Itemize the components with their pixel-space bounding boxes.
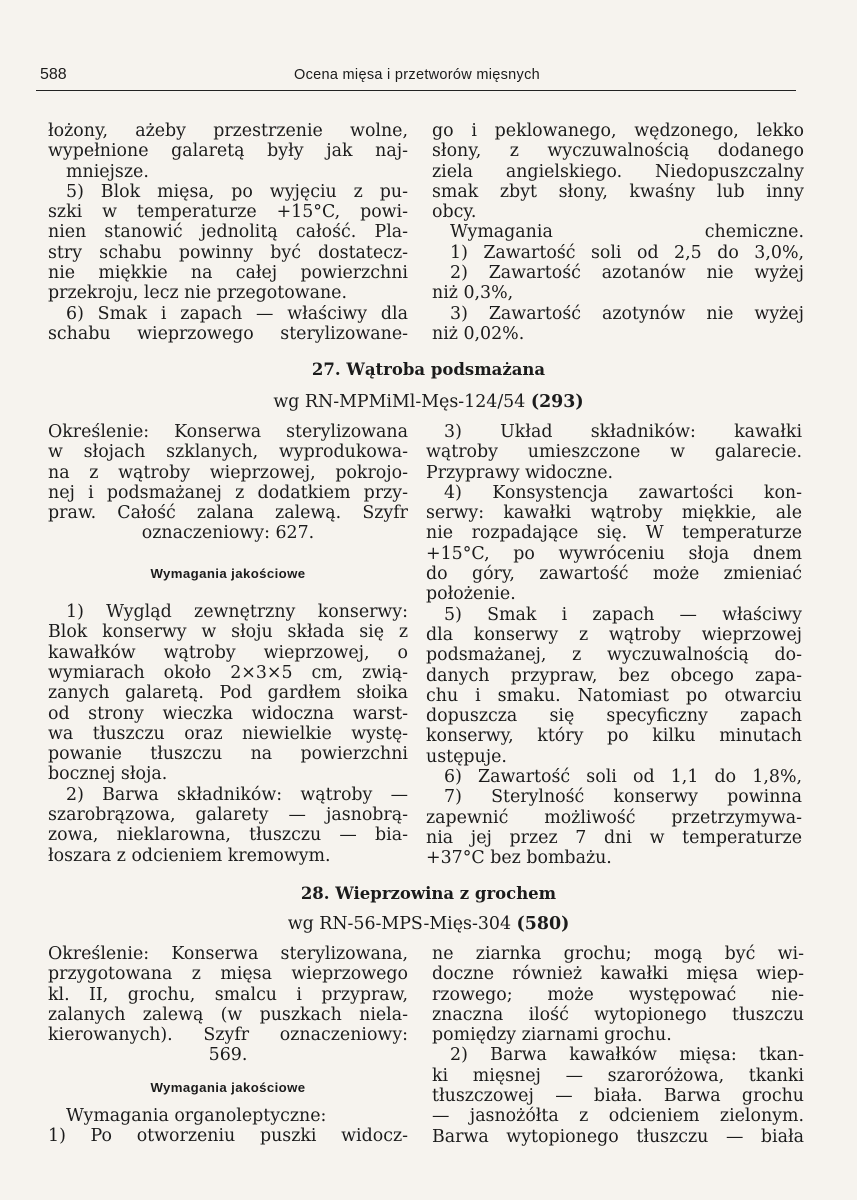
text-line: znaczna ilość wytopionego tłuszczu	[432, 1004, 804, 1025]
text-line: wa tłuszczu oraz niewielkie wystę-	[48, 723, 408, 744]
page-number: 588	[40, 66, 67, 83]
text-line: nie rozpadające się. W temperaturze	[426, 523, 802, 544]
text-line: wypełnione galaretą były jak naj-	[48, 141, 408, 162]
section-28-subhead: Wymagania jakościowe	[150, 1079, 306, 1095]
text-line: +37°C bez bombażu.	[426, 848, 612, 869]
text-line: Określenie: Konserwa sterylizowana	[48, 422, 408, 442]
text-line: 569.	[208, 1045, 248, 1066]
top-left-column	[48, 121, 408, 344]
text-line: — jasnożółta z odcieniem zielonym.	[432, 1106, 804, 1127]
text-line: 2) Zawartość azotanów nie wyżej	[450, 263, 804, 284]
text-line: stry schabu powinny być dostatecz-	[48, 242, 408, 263]
text-line: pomiędzy ziarnami grochu.	[432, 1025, 672, 1046]
text-line: 1) Po otworzeniu puszki widocz-	[48, 1126, 408, 1147]
text-line: zowa, nieklarowna, tłuszczu — bia-	[48, 825, 408, 846]
text-line: zanych galaretą. Pod gardłem słoika	[48, 683, 408, 704]
text-line: 6) Smak i zapach — właściwy dla	[66, 303, 408, 324]
text-line: w słojach szklanych, wyprodukowa-	[48, 442, 408, 463]
text-line: dopuszcza się specyficzny zapach	[426, 706, 802, 727]
text-line: od strony wieczka widoczna warst-	[48, 703, 408, 724]
section-27-norm	[0, 392, 857, 412]
text-line: przekroju, lecz nie przegotowane.	[48, 283, 347, 304]
top-right-column	[432, 121, 804, 344]
text-line: mniejsze.	[66, 161, 149, 182]
text-line: Określenie: Konserwa sterylizowana,	[48, 944, 408, 964]
text-line: serwy: kawałki wątroby miękkie, ale	[426, 503, 802, 524]
text-line: smak zbyt słony, kwaśny lub inny	[432, 181, 804, 202]
text-line: zalanych zalewą (w puszkach niela-	[48, 1004, 408, 1025]
section-27-norm-text: wg RN-MPMiMl-Męs-124/54	[273, 392, 526, 412]
text-line: na z wątroby wieprzowej, pokrojo-	[48, 462, 408, 483]
text-line: 5) Smak i zapach — właściwy	[444, 604, 802, 625]
running-title: Ocena mięsa i przetworów mięsnych	[294, 67, 541, 83]
section-28-left-column	[48, 944, 408, 1147]
text-line: wątroby umieszczone w galarecie.	[426, 442, 802, 463]
text-line: 3) Zawartość azotynów nie wyżej	[450, 303, 804, 324]
section-27-subhead: Wymagania jakościowe	[150, 565, 306, 581]
text-line: ziela angielskiego. Niedopuszczalny	[432, 161, 804, 182]
text-line: +15°C, po wywróceniu słoja dnem	[426, 543, 802, 564]
text-line: kawałków wątroby wieprzowej, o	[48, 642, 408, 663]
section-28-right-column	[432, 944, 804, 1147]
text-line: szki w temperaturze +15°C, powi-	[48, 202, 408, 223]
section-28-code: (580)	[516, 914, 570, 934]
section-27-right-column	[426, 422, 802, 869]
text-line: słony, z wyczuwalnością dodanego	[432, 141, 804, 162]
text-line: praw. Całość zalana zalewą. Szyfr	[48, 503, 408, 524]
text-line: 2) Barwa kawałków mięsa: tkan-	[450, 1045, 804, 1066]
text-line: wymiarach około 2×3×5 cm, zwią-	[48, 662, 408, 683]
text-line: łoszara z odcieniem kremowym.	[48, 845, 331, 866]
text-line: łożony, ażeby przestrzenie wolne,	[48, 121, 408, 141]
text-line: 2) Barwa składników: wątroby —	[66, 784, 408, 805]
text-line: 1) Zawartość soli od 2,5 do 3,0%,	[450, 242, 804, 263]
text-line: nie miękkie na całej powierzchni	[48, 263, 408, 284]
text-line: 7) Sterylność konserwy powinna	[444, 787, 802, 808]
text-line: bocznej słoja.	[48, 764, 168, 785]
text-line: dla konserwy z wątroby wieprzowej	[426, 624, 802, 645]
text-line: konserwy, który po kilku minutach	[426, 726, 802, 747]
text-line: kierowanych). Szyfr oznaczeniowy:	[48, 1025, 408, 1046]
text-line: szarobrązowa, galarety — jasnobrą-	[48, 805, 408, 826]
text-line: nia jej przez 7 dni w temperaturze	[426, 827, 802, 848]
section-27-code: (293)	[530, 392, 584, 412]
text-line: 6) Zawartość soli od 1,1 do 1,8%,	[444, 767, 802, 788]
text-line: ne ziarnka grochu; mogą być wi-	[432, 944, 804, 964]
text-line: tłuszczowej — biała. Barwa grochu	[432, 1086, 804, 1107]
text-line: obcy.	[432, 202, 477, 223]
text-line: niż 0,02%.	[432, 323, 525, 344]
text-line: go i peklowanego, wędzonego, lekko	[432, 121, 804, 141]
text-line: nej i podsmażanej z dodatkiem przy-	[48, 482, 408, 503]
text-line: chu i smaku. Natomiast po otwarciu	[426, 685, 802, 706]
text-line: Przyprawy widoczne.	[426, 462, 614, 483]
text-line: do góry, zawartość może zmieniać	[426, 564, 802, 585]
text-line: 4) Konsystencja zawartości kon-	[444, 482, 802, 503]
text-line: Barwa wytopionego tłuszczu — biała	[432, 1126, 804, 1147]
text-line: Wymagania chemiczne.	[450, 222, 804, 243]
text-line: oznaczeniowy: 627.	[141, 523, 315, 544]
text-line: podsmażanej, z wyczuwalnością do-	[426, 645, 802, 666]
text-line: 5) Blok mięsa, po wyjęciu z pu-	[66, 181, 408, 202]
text-line: kl. II, grochu, smalcu i przypraw,	[48, 984, 408, 1005]
text-line: rzowego; może występować nie-	[432, 984, 804, 1005]
text-line: danych przypraw, bez obcego zapa-	[426, 665, 802, 686]
section-27-title: 27. Wątroba podsmażana	[311, 360, 546, 379]
text-line: Wymagania organoleptyczne:	[66, 1106, 327, 1127]
text-line: przygotowana z mięsa wieprzowego	[48, 964, 408, 985]
text-line: położenie.	[426, 584, 516, 605]
text-line: ki mięsnej — szaroróżowa, tkanki	[432, 1065, 804, 1086]
section-27-left-column	[48, 422, 408, 866]
text-line: Blok konserwy w słoju składa się z	[48, 622, 408, 643]
section-28-norm	[0, 914, 857, 934]
text-line: schabu wieprzowego sterylizowane-	[48, 323, 408, 344]
page-header	[36, 64, 796, 91]
section-28-norm-text: wg RN-56-MPS-Mięs-304	[287, 914, 512, 934]
text-line: 3) Układ składników: kawałki	[444, 422, 802, 442]
text-line: niż 0,3%,	[432, 283, 514, 304]
text-line: ustępuje.	[426, 746, 507, 767]
section-28-title: 28. Wieprzowina z grochem	[300, 884, 557, 903]
text-line: zapewnić możliwość przetrzymywa-	[426, 807, 802, 828]
text-line: doczne również kawałki mięsa wiep-	[432, 964, 804, 985]
text-line: powanie tłuszczu na powierzchni	[48, 744, 408, 765]
text-line: 1) Wygląd zewnętrzny konserwy:	[66, 602, 408, 623]
text-line: nien stanowić jednolitą całość. Pla-	[48, 222, 408, 243]
